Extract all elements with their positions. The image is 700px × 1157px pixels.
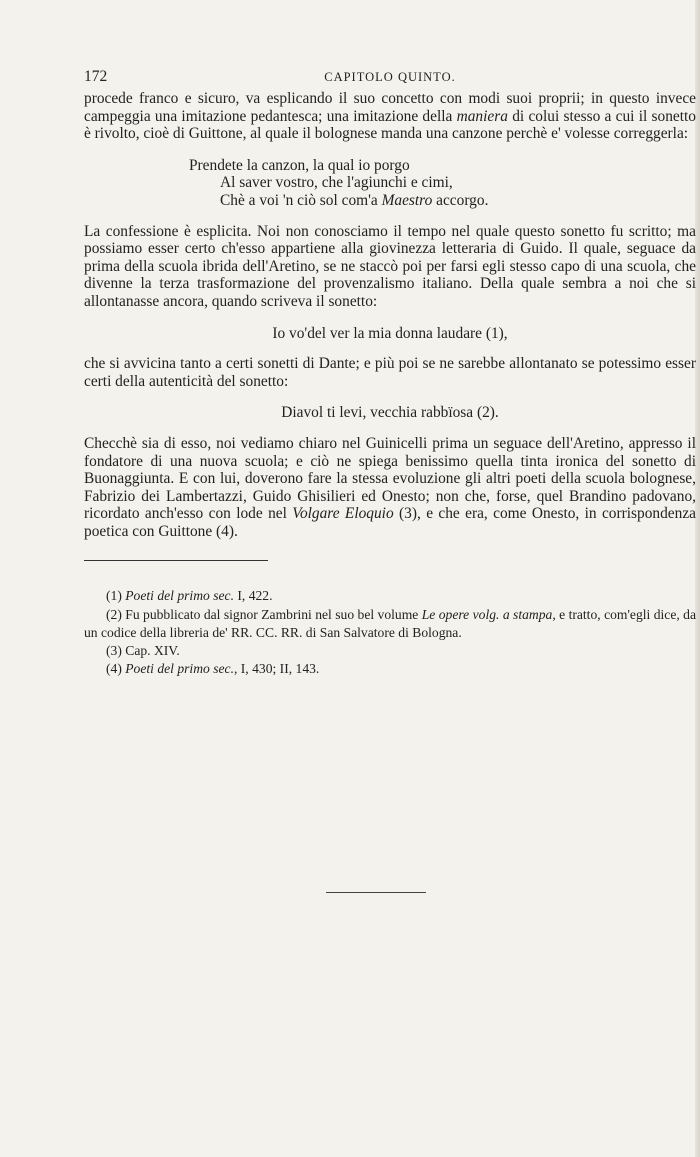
paragraph-1-italic: maniera xyxy=(456,107,508,125)
verse-line-3-a: Chè a voi 'n ciò sol com'a xyxy=(220,191,382,209)
paragraph-4 xyxy=(84,435,696,541)
footnote-2 xyxy=(84,606,696,642)
footnote-1-italic: Poeti del primo sec. xyxy=(125,588,234,604)
verse-line-2: Al saver vostro, che l'agiunchi e cimi, xyxy=(220,174,453,192)
footnote-4-num: (4) xyxy=(106,661,126,677)
page-header xyxy=(84,68,696,90)
page-number: 172 xyxy=(84,68,108,85)
verse-line-3-italic: Maestro xyxy=(381,191,433,209)
verse-quote-2: Io vo'del ver la mia donna laudare (1), xyxy=(272,324,508,342)
paragraph-1 xyxy=(84,90,696,143)
verse-quote-3: Diavol ti levi, vecchia rabbïosa (2). xyxy=(281,404,499,422)
footnote-4-rest: , I, 430; II, 143. xyxy=(233,661,320,677)
verse-line-3-b: accorgo. xyxy=(432,191,489,209)
paragraph-4-text-a: Checchè sia di esso, noi vediamo chiaro nel Guinicelli prima un seguace dell'Aretino, appresso il fondatore di una nuova scuola; e ciò ne spiega benissimo quella tinta ironica del sonetto di Buonaggiunta. E con lui, doverono fare la stessa evoluzione gli altri poeti della scuola bolognese, Fabrizio dei Lambertazzi, Guido Ghisilieri ed Onesto; non che, forse, quel Brandino padovano, ricordato anch'esso con lode nel xyxy=(84,434,696,523)
footnote-1 xyxy=(84,587,696,605)
paragraph-4-text-b: (3), e che era, come Onesto, in corrispondenza poetica con Guittone (4). xyxy=(84,505,696,540)
verse-quote-1 xyxy=(84,157,696,210)
paragraph-2: La confessione è esplicita. Noi non conosciamo il tempo nel quale questo sonetto fu scritto; ma possiamo esser certo ch'esso appartiene alla giovinezza letteraria di Guido. Il quale, seguace da prima della scuola ibrida dell'Aretino, se ne staccò poi per farsi egli stesso capo di una scuola, che divenne la terza trasformazione del provenzalismo italiano. Della quale sembra a noi che si allontanasse ancora, quando scriveva il sonetto: xyxy=(84,222,696,310)
book-page xyxy=(84,68,696,678)
footnote-3: (3) Cap. XIV. xyxy=(106,643,180,659)
verse-line-3 xyxy=(84,192,696,210)
footnote-4-italic: Poeti del primo sec. xyxy=(125,661,234,677)
paragraph-1-text-b: di colui stesso a cui il sonetto è rivolto, cioè di Guittone, al quale il bolognese manda una canzone perchè e' volesse correggerla: xyxy=(84,107,696,143)
end-of-chapter-rule xyxy=(326,892,426,893)
running-title: CAPITOLO QUINTO. xyxy=(324,70,456,84)
footnote-2-italic: Le opere volg. a stampa xyxy=(421,606,553,622)
paragraph-1-text-a: procede franco e sicuro, va esplicando il suo concetto con modi suoi proprii; in questo invece campeggia una imitazione pedantesca; una imitazione della xyxy=(84,90,696,125)
footnote-separator xyxy=(84,560,268,561)
verse-line-1: Prendete la canzon, la qual io porgo xyxy=(189,156,410,174)
paragraph-4-italic: Volgare Eloquio xyxy=(292,505,394,523)
paragraph-3: che si avvicina tanto a certi sonetti di Dante; e più poi se ne sarebbe allontanato se potessimo esser certi della autenticità del sonetto: xyxy=(84,355,696,390)
footnote-4 xyxy=(84,660,696,678)
footnote-1-rest: I, 422. xyxy=(233,588,273,604)
footnote-2-a: (2) Fu pubblicato dal signor Zambrini nel suo bel volume xyxy=(106,606,422,622)
footnotes xyxy=(84,587,696,678)
footnote-2-b: , e tratto, com'egli dice, da un codice della libreria de' RR. CC. RR. di San Salvatore di Bologna. xyxy=(84,606,696,640)
footnote-1-num: (1) xyxy=(106,588,126,604)
